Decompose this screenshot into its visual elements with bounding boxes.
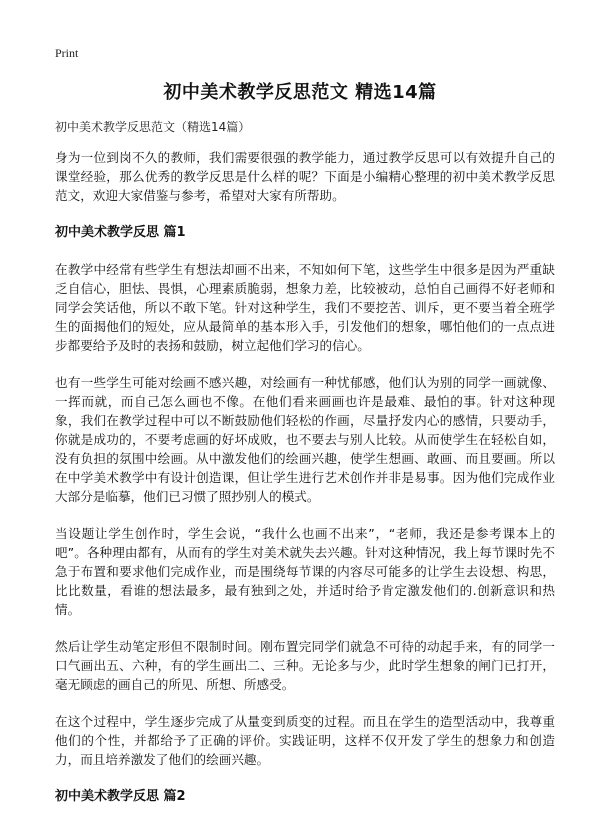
section-1-paragraph-5: 在这个过程中，学生逐步完成了从量变到质变的过程。而且在学生的造型活动中，我尊重他们的个性，并都给予了正确的评价。实践证明，这样不仅开发了学生的想象力和创造力，而且培养激发了他们的绘画兴趣。 <box>55 714 555 767</box>
page-title: 初中美术教学反思范文 精选14篇 <box>163 82 437 103</box>
section-1-paragraph-1: 在教学中经常有些学生有想法却画不出来，不知如何下笔，这些学生中很多是因为严重缺乏自信心，胆怯、畏惧，心理素质脆弱，想象力差，比较被动，总怕自己画得不好老师和同学会笑话他，所以不敢下笔。针对这种学生，我们不要挖苦、训斥，更不要当着全班学生的面揭他们的短处，应从最简单的基本形入手，引发他们的想象，哪怕他们的一点点进步都要给予及时的表扬和鼓励，树立起他们学习的信心。 <box>55 262 555 353</box>
article-body <box>55 148 555 824</box>
section-1-paragraph-2: 也有一些学生可能对绘画不感兴趣，对绘画有一种忧郁感，他们认为别的同学一画就像、一挥而就，而自己怎么画也不像。在他们看来画画也许是最难、最怕的事。针对这种现象，我们在教学过程中可以不断鼓励他们轻松的作画，尽量抒发内心的感情，只要动手，你就是成功的，不要考虑画的好坏成败，也不要去与别人比较。从而使学生在轻松自如，没有负担的氛围中绘画。从中激发他们的绘画兴趣，使学生想画、敢画、而且要画。所以在中学美术教学中有设计创造课，但让学生进行艺术创作并非是易事。因为他们完成作业大部分是临摹，他们已习惯了照抄别人的模式。 <box>55 375 555 504</box>
section-1-paragraph-3: 当设题让学生创作时，学生会说，“我什么也画不出来”，“老师，我还是参考课本上的吧”。各种理由都有，从而有的学生对美术就失去兴趣。针对这种情况，我上每节课时先不急于布置和要求他们完成作业，而是围绕每节课的内容尽可能多的让学生去设想、构思，比比数量，看谁的想法最多，最有独到之处，并适时给予肯定激发他们的.创新意识和热情。 <box>55 526 555 617</box>
section-1-paragraph-4: 然后让学生动笔定形但不限制时间。刚布置完同学们就急不可待的动起手来，有的同学一口气画出五、六种，有的学生画出二、三种。无论多与少，此时学生想象的闸门已打开，毫无顾虑的画自己的所见、所想、所感受。 <box>55 639 555 692</box>
intro-paragraph: 身为一位到岗不久的教师，我们需要很强的教学能力，通过教学反思可以有效提升自己的课堂经验，那么优秀的教学反思是什么样的呢？下面是小编精心整理的初中美术教学反思范文，欢迎大家借鉴与参考，希望对大家有所帮助。 <box>55 150 555 203</box>
print-link[interactable]: Print <box>55 46 79 60</box>
page-subtitle: 初中美术教学反思范文（精选14篇） <box>55 120 251 134</box>
section-heading-2: 初中美术教学反思 篇2 <box>55 789 186 804</box>
section-heading-1: 初中美术教学反思 篇1 <box>55 225 186 240</box>
